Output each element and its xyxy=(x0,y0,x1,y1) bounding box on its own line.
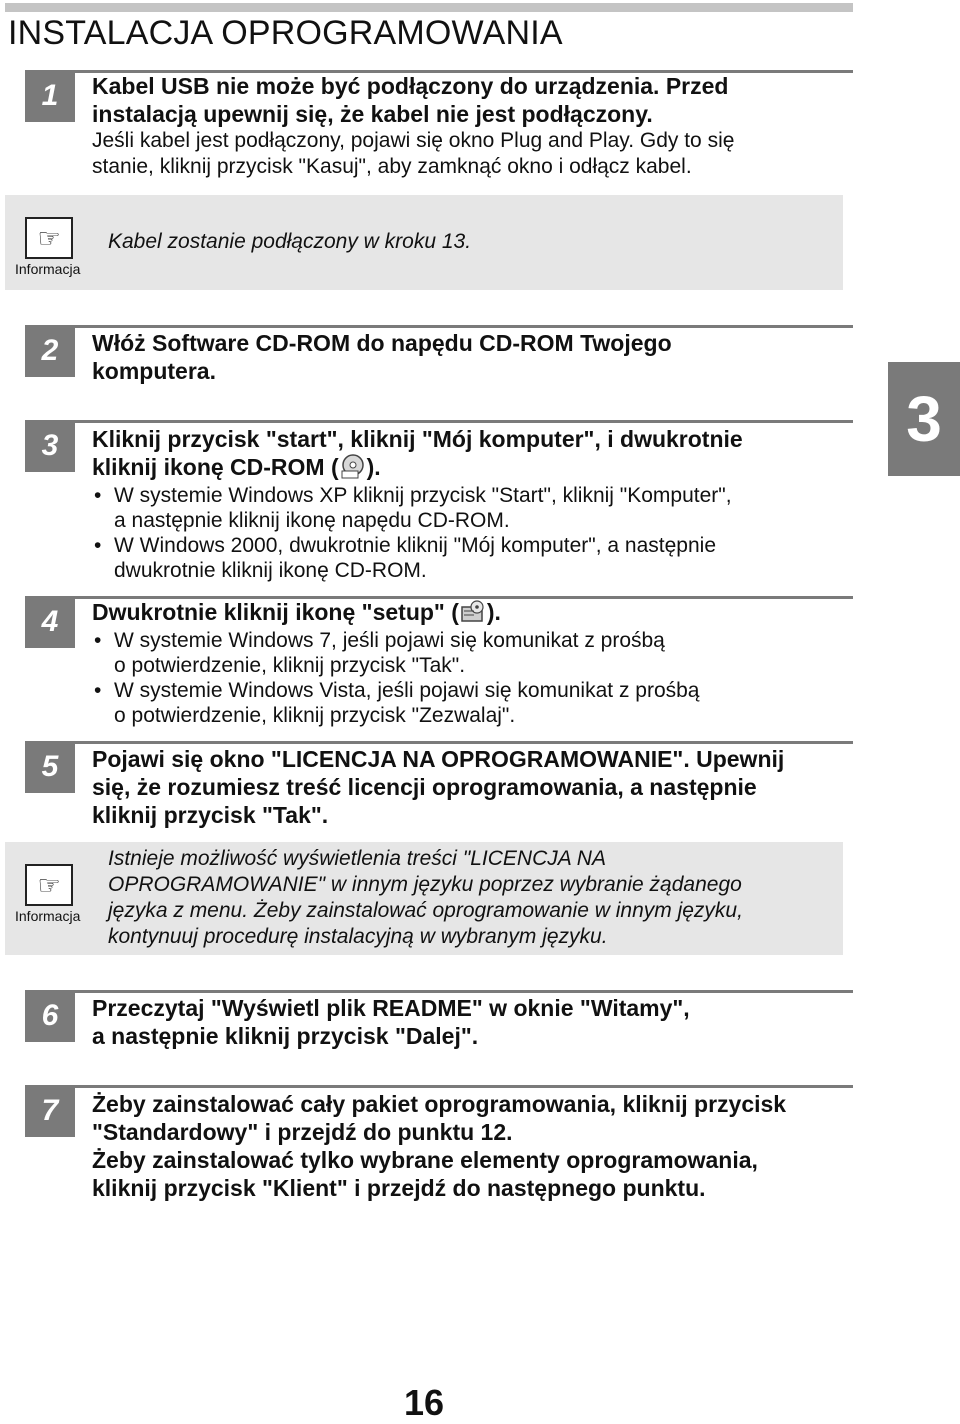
bullet-item xyxy=(92,533,852,583)
step-number: 7 xyxy=(25,1085,75,1137)
bullet-item xyxy=(92,678,852,728)
step-rule xyxy=(75,990,853,993)
page-number: 16 xyxy=(403,1382,445,1423)
header-bar xyxy=(5,3,853,12)
bullet-line: a następnie kliknij ikonę napędu CD-ROM. xyxy=(114,509,510,532)
info-note xyxy=(5,842,843,955)
step-title-line: komputera. xyxy=(92,358,216,384)
step-title-line: Kabel USB nie może być podłączony do urządzenia. Przed xyxy=(92,73,729,99)
step-rule xyxy=(75,325,853,328)
note-text xyxy=(108,846,818,950)
cd-rom-icon xyxy=(339,454,367,480)
pointing-hand-icon: ☞ xyxy=(25,217,73,259)
step-number: 4 xyxy=(25,596,75,648)
bullet-line: o potwierdzenie, kliknij przycisk "Zezwalaj". xyxy=(114,704,516,727)
note-label: Informacja xyxy=(15,908,81,924)
step-title-line-suffix: ). xyxy=(366,454,381,480)
pointing-hand-icon: ☞ xyxy=(25,864,73,906)
step-body xyxy=(92,72,852,180)
bullet-list xyxy=(92,483,852,583)
step-body xyxy=(92,598,852,728)
step-title-line: kliknij przycisk "Klient" i przejdź do następnego punktu. xyxy=(92,1175,706,1201)
step-rule xyxy=(75,420,853,423)
step-title-line: Włóż Software CD-ROM do napędu CD-ROM Twojego xyxy=(92,330,672,356)
step-title-line: Żeby zainstalować cały pakiet oprogramowania, kliknij przycisk xyxy=(92,1091,787,1117)
step-number: 3 xyxy=(25,420,75,472)
step-number: 1 xyxy=(25,70,75,122)
step-rule xyxy=(75,741,853,744)
step-title-line: Kliknij przycisk "start", kliknij "Mój komputer", i dwukrotnie xyxy=(92,426,743,452)
bullet-line: W Windows 2000, dwukrotnie kliknij "Mój komputer", a następnie xyxy=(114,534,717,557)
chapter-tab: 3 xyxy=(888,362,960,476)
step-title xyxy=(92,425,852,481)
note-text-line: kontynuuj procedurę instalacyjną w wybranym języku. xyxy=(108,925,608,948)
step-title-line: Dwukrotnie kliknij ikonę "setup" ( xyxy=(92,599,459,625)
step-title xyxy=(92,994,852,1050)
note-text xyxy=(108,229,818,255)
step-title-line: Przeczytaj "Wyświetl plik README" w oknie "Witamy", xyxy=(92,995,690,1021)
step-body xyxy=(92,329,852,385)
info-note xyxy=(5,195,843,290)
step-title-line: kliknij przycisk "Tak". xyxy=(92,802,329,828)
step-number: 5 xyxy=(25,741,75,793)
note-text-line: języka z menu. Żeby zainstalować oprogramowanie w innym języku, xyxy=(108,899,743,922)
page-title: INSTALACJA OPROGRAMOWANIA xyxy=(8,14,563,52)
note-label: Informacja xyxy=(15,261,81,277)
note-text-line: Istnieje możliwość wyświetlenia treści "LICENCJA NA xyxy=(108,847,606,870)
note-text-line: Kabel zostanie podłączony w kroku 13. xyxy=(108,230,472,253)
step-title-suffix: ). xyxy=(486,599,501,625)
note-text-line: OPROGRAMOWANIE" w innym języku poprzez wybranie żądanego xyxy=(108,873,742,896)
step-title xyxy=(92,598,852,626)
step-rule xyxy=(75,1085,853,1088)
step-title-line: Pojawi się okno "LICENCJA NA OPROGRAMOWANIE". Upewnij xyxy=(92,746,785,772)
bullet-item xyxy=(92,483,852,533)
bullet-item xyxy=(92,628,852,678)
step-body xyxy=(92,425,852,583)
step-title-line: a następnie kliknij przycisk "Dalej". xyxy=(92,1023,479,1049)
step-title-line: instalacją upewnij się, że kabel nie jest podłączony. xyxy=(92,101,653,127)
step-title-line: się, że rozumiesz treść licencji oprogramowania, a następnie xyxy=(92,774,757,800)
step-body xyxy=(92,1090,852,1202)
step-title xyxy=(92,745,852,829)
bullet-line: W systemie Windows XP kliknij przycisk "Start", kliknij "Komputer", xyxy=(114,484,732,507)
step-title-line: Żeby zainstalować tylko wybrane elementy oprogramowania, xyxy=(92,1147,758,1173)
bullet-line: W systemie Windows Vista, jeśli pojawi się komunikat z prośbą xyxy=(114,679,700,702)
step-number: 2 xyxy=(25,325,75,377)
step-title-line: "Standardowy" i przejdź do punktu 12. xyxy=(92,1119,513,1145)
step-title xyxy=(92,1090,852,1202)
bullet-line: dwukrotnie kliknij ikonę CD-ROM. xyxy=(114,559,427,582)
step-title xyxy=(92,329,852,385)
step-text xyxy=(92,128,852,180)
bullet-list xyxy=(92,628,852,728)
bullet-line: W systemie Windows 7, jeśli pojawi się komunikat z prośbą xyxy=(114,629,665,652)
bullet-line: o potwierdzenie, kliknij przycisk "Tak". xyxy=(114,654,466,677)
step-body xyxy=(92,745,852,829)
step-text-line: stanie, kliknij przycisk "Kasuj", aby zamknąć okno i odłącz kabel. xyxy=(92,155,692,178)
step-body xyxy=(92,994,852,1050)
setup-icon xyxy=(459,599,487,625)
step-number: 6 xyxy=(25,990,75,1042)
step-text-line: Jeśli kabel jest podłączony, pojawi się okno Plug and Play. Gdy to się xyxy=(92,129,735,152)
step-title-line: kliknij ikonę CD-ROM ( xyxy=(92,454,339,480)
step-title xyxy=(92,72,852,128)
